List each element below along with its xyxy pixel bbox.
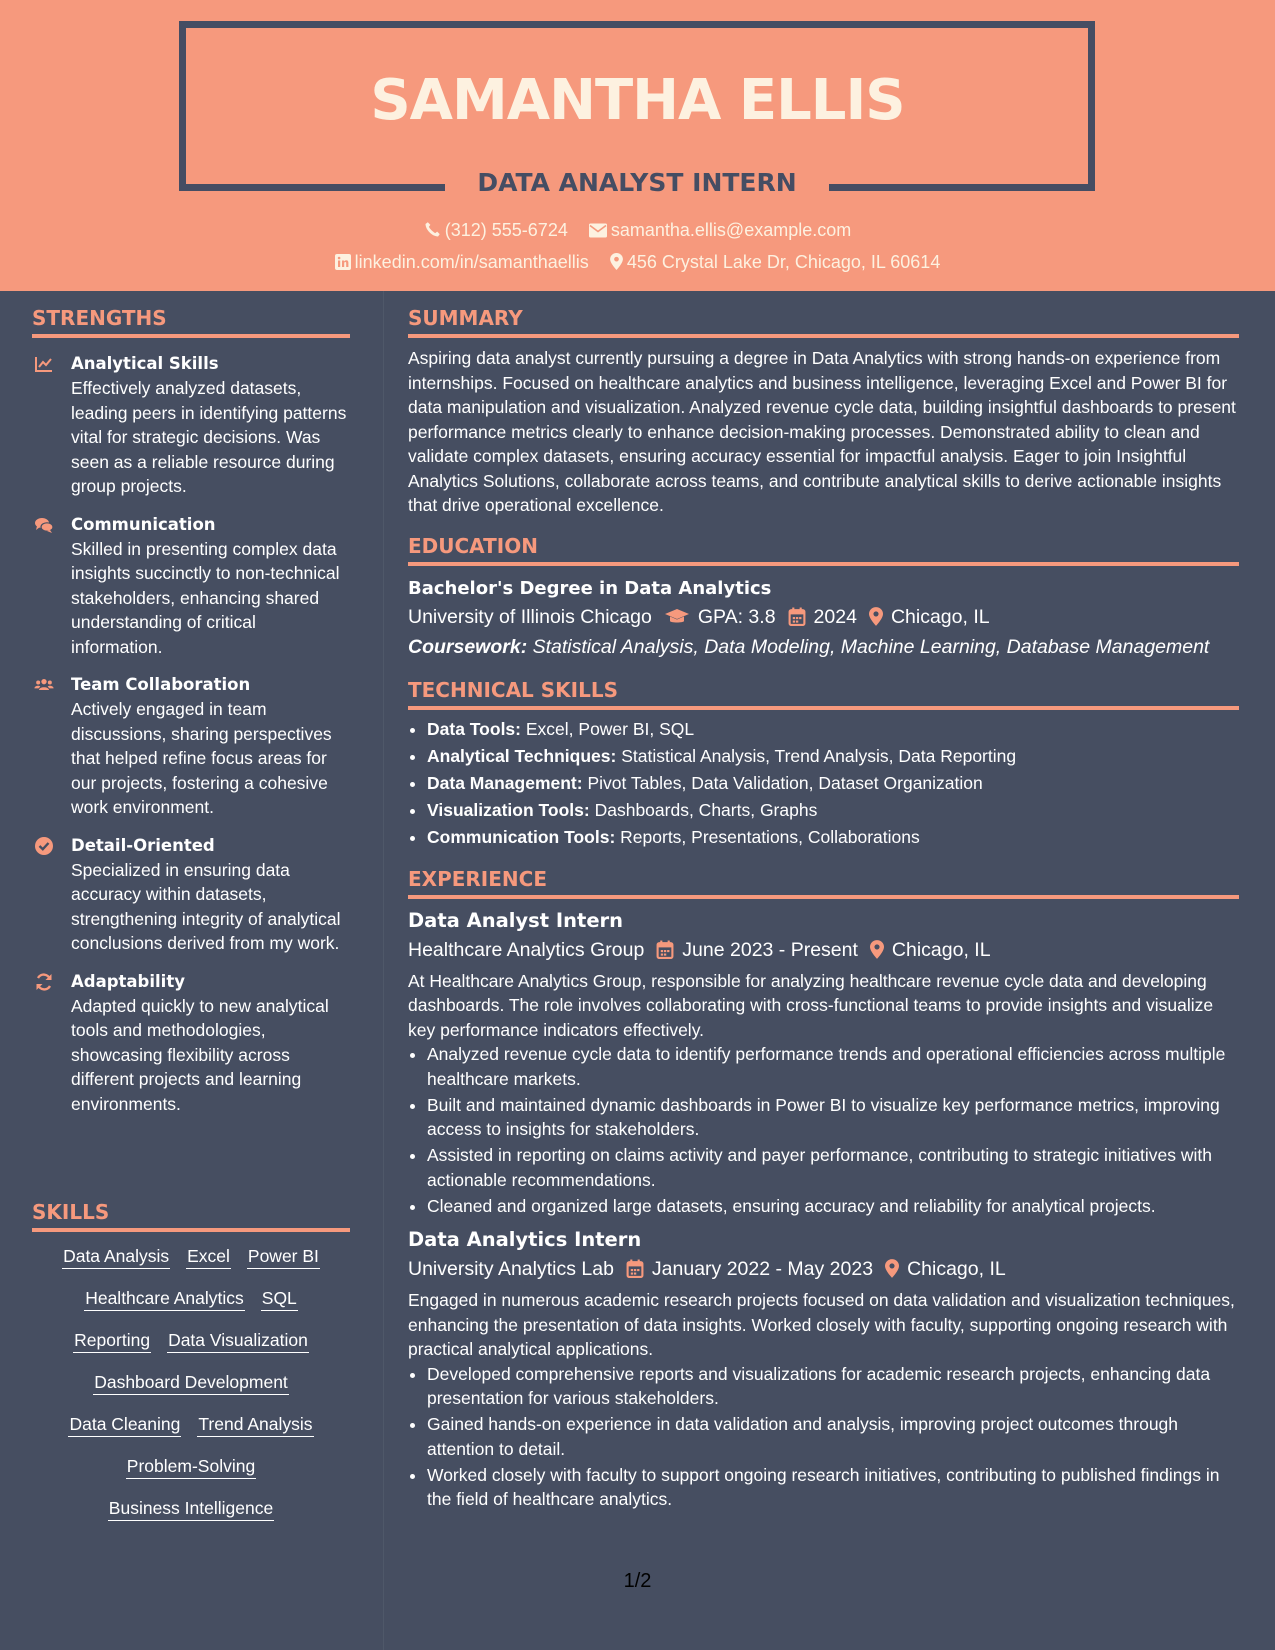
left-column bbox=[32, 306, 350, 1116]
technical-skills-section bbox=[408, 678, 1239, 851]
column-divider bbox=[383, 291, 384, 1650]
list-item: • Analyzed revenue cycle data to identify performance trends and operational efficiencies across multiple healthcare markets. bbox=[427, 1042, 1239, 1091]
resume-header bbox=[0, 0, 1275, 291]
linkedin-icon bbox=[335, 254, 351, 270]
skill-chip: Problem-Solving bbox=[126, 1454, 256, 1479]
email-contact[interactable] bbox=[589, 220, 851, 241]
strength-item bbox=[32, 513, 350, 660]
phone-text: (312) 555-6724 bbox=[444, 220, 568, 240]
skill-chip: Business Intelligence bbox=[108, 1496, 274, 1521]
skill-label: Communication Tools: bbox=[427, 826, 616, 847]
skill-chip: Reporting bbox=[73, 1328, 151, 1353]
calendar-icon bbox=[788, 607, 806, 626]
company-name: University Analytics Lab bbox=[408, 1258, 614, 1280]
education-heading: EDUCATION bbox=[408, 534, 1239, 566]
job-title: DATA ANALYST INTERN bbox=[445, 162, 829, 204]
list-item: • Built and maintained dynamic dashboards in Power BI to visualize key performance metrics, improving access to insights for stakeholders. bbox=[427, 1093, 1239, 1142]
skill-row bbox=[32, 1370, 350, 1395]
job-meta bbox=[408, 935, 1239, 965]
skill-label: Data Management: bbox=[427, 772, 583, 793]
graduation-year: 2024 bbox=[813, 605, 857, 628]
map-marker-icon bbox=[610, 253, 623, 270]
strength-desc: Effectively analyzed datasets, leading peers in identifying patterns vital for strategic decisions. Was seen as a reliable resource during group projects. bbox=[71, 378, 347, 496]
contact-row-2 bbox=[0, 252, 1275, 273]
map-marker-icon bbox=[869, 607, 883, 626]
skill-chip: Trend Analysis bbox=[197, 1412, 313, 1437]
calendar-icon bbox=[626, 1259, 644, 1278]
comments-icon bbox=[34, 515, 54, 535]
skill-value: Reports, Presentations, Collaborations bbox=[620, 826, 920, 847]
skills-chips bbox=[32, 1244, 350, 1521]
skill-row bbox=[32, 1496, 350, 1521]
strengths-heading: STRENGTHS bbox=[32, 306, 350, 338]
strength-desc: Adapted quickly to new analytical tools and methodologies, showcasing flexibility across different projects and learning environments. bbox=[71, 995, 329, 1114]
skill-value: Statistical Analysis, Trend Analysis, Data Reporting bbox=[621, 745, 1017, 766]
skill-row bbox=[32, 1328, 350, 1353]
gpa: GPA: 3.8 bbox=[697, 605, 776, 628]
strength-title: Analytical Skills bbox=[71, 354, 219, 373]
experience-section bbox=[408, 867, 1239, 1512]
skill-chip: Healthcare Analytics bbox=[84, 1286, 245, 1311]
list-item: • Cleaned and organized large datasets, ensuring accuracy and reliability for analytical projects. bbox=[427, 1194, 1239, 1219]
check-circle-icon bbox=[34, 836, 54, 856]
job-dates: June 2023 - Present bbox=[682, 938, 858, 961]
coursework-label: Coursework: bbox=[408, 635, 528, 658]
skill-row bbox=[32, 1454, 350, 1479]
graduation-cap-icon bbox=[664, 608, 690, 626]
list-item bbox=[427, 824, 1239, 851]
right-column bbox=[408, 306, 1239, 1513]
job-location: Chicago, IL bbox=[891, 938, 991, 961]
strength-item bbox=[32, 673, 350, 820]
skill-label: Visualization Tools: bbox=[427, 799, 590, 820]
list-item: • Developed comprehensive reports and visualizations for academic research projects, enhancing data presentation for various stakeholders. bbox=[427, 1362, 1239, 1411]
skill-chip: Data Cleaning bbox=[68, 1412, 181, 1437]
job-meta bbox=[408, 1254, 1239, 1284]
skill-chip: Power BI bbox=[247, 1244, 320, 1269]
calendar-icon bbox=[656, 940, 674, 959]
school-name: University of Illinois Chicago bbox=[408, 605, 652, 628]
phone-contact bbox=[424, 220, 568, 241]
address-contact bbox=[610, 252, 941, 273]
trend-chart-icon bbox=[34, 354, 54, 374]
linkedin-text: linkedin.com/in/samanthaellis bbox=[354, 252, 589, 272]
strength-desc: Actively engaged in team discussions, sharing perspectives that helped refine focus areas for our projects, fostering a cohesive work environment. bbox=[71, 699, 332, 817]
strength-item bbox=[32, 834, 350, 956]
skill-value: Pivot Tables, Data Validation, Dataset Organization bbox=[587, 772, 983, 793]
map-marker-icon bbox=[885, 1259, 899, 1278]
address-text: 456 Crystal Lake Dr, Chicago, IL 60614 bbox=[626, 252, 941, 272]
job-bullets bbox=[408, 1362, 1239, 1512]
strength-item bbox=[32, 970, 350, 1117]
list-item: • Worked closely with faculty to support ongoing research initiatives, contributing to published findings in the field of healthcare analytics. bbox=[427, 1463, 1239, 1512]
skill-chip: Dashboard Development bbox=[93, 1370, 289, 1395]
job-title: Data Analyst Intern bbox=[408, 908, 624, 932]
job-dates: January 2022 - May 2023 bbox=[651, 1258, 874, 1280]
users-icon bbox=[34, 675, 54, 695]
strength-title: Team Collaboration bbox=[71, 675, 251, 694]
coursework bbox=[408, 632, 1239, 662]
skill-chip: Data Visualization bbox=[167, 1328, 309, 1353]
skill-chip: Data Analysis bbox=[62, 1244, 170, 1269]
linkedin-contact[interactable] bbox=[335, 252, 589, 273]
coursework-list: Statistical Analysis, Data Modeling, Machine Learning, Database Management bbox=[532, 635, 1210, 658]
strength-item bbox=[32, 352, 350, 499]
candidate-name: SAMANTHA ELLIS bbox=[370, 68, 905, 133]
list-item: • Assisted in reporting on claims activity and payer performance, contributing to strategic initiatives with actionable recommendations. bbox=[427, 1143, 1239, 1192]
job-entry bbox=[408, 907, 1239, 1219]
degree-title: Bachelor's Degree in Data Analytics bbox=[408, 577, 772, 599]
list-item bbox=[427, 770, 1239, 797]
envelope-icon bbox=[589, 223, 607, 238]
strength-desc: Specialized in ensuring data accuracy within datasets, strengthening integrity of analytical conclusions derived from my work. bbox=[71, 859, 341, 953]
skill-label: Data Tools: bbox=[427, 718, 521, 739]
job-location: Chicago, IL bbox=[907, 1258, 1006, 1280]
experience-heading: EXPERIENCE bbox=[408, 867, 1239, 899]
list-item: • Gained hands-on experience in data validation and analysis, improving project outcomes through attention to detail. bbox=[427, 1412, 1239, 1461]
strength-title: Detail-Oriented bbox=[71, 835, 215, 855]
technical-skills-list bbox=[408, 716, 1239, 851]
list-item bbox=[427, 797, 1239, 824]
skill-value: Dashboards, Charts, Graphs bbox=[594, 799, 818, 820]
job-entry bbox=[408, 1226, 1239, 1512]
job-bullets bbox=[408, 1042, 1239, 1218]
skill-row bbox=[32, 1244, 350, 1269]
skill-chip: Excel bbox=[186, 1244, 231, 1269]
phone-icon bbox=[424, 221, 441, 238]
skill-row bbox=[32, 1286, 350, 1311]
education-section bbox=[408, 534, 1239, 662]
education-location: Chicago, IL bbox=[890, 605, 990, 628]
skills-section bbox=[32, 1200, 350, 1538]
strength-title: Communication bbox=[71, 514, 216, 534]
skills-heading: SKILLS bbox=[32, 1200, 350, 1232]
email-text: samantha.ellis@example.com bbox=[610, 220, 852, 240]
summary-heading: SUMMARY bbox=[408, 306, 1239, 338]
sync-icon bbox=[34, 972, 54, 992]
page-number: 1/2 bbox=[623, 1570, 652, 1592]
education-meta bbox=[408, 602, 1239, 632]
map-marker-icon bbox=[870, 940, 884, 959]
skill-row bbox=[32, 1412, 350, 1437]
technical-skills-heading: TECHNICAL SKILLS bbox=[408, 678, 1239, 710]
skill-label: Analytical Techniques: bbox=[427, 745, 617, 766]
skill-value: Excel, Power BI, SQL bbox=[525, 718, 695, 739]
job-title: Data Analytics Intern bbox=[408, 1228, 642, 1251]
strength-title: Adaptability bbox=[71, 971, 185, 991]
company-name: Healthcare Analytics Group bbox=[408, 938, 645, 961]
skill-chip: SQL bbox=[261, 1286, 298, 1311]
list-item bbox=[427, 743, 1239, 770]
contact-row-1 bbox=[0, 220, 1275, 241]
strength-desc: Skilled in presenting complex data insights succinctly to non-technical stakeholders, enhancing shared understanding of critical information. bbox=[71, 538, 340, 657]
summary-text: Aspiring data analyst currently pursuing a degree in Data Analytics with strong hands-on experience from internships. Focused on healthcare analytics and business intelligence, leveraging Excel and Power BI for data manipulation and visualization. Analyzed revenue cycle data, building insightful dashboards to present performance metrics clearly to enhance decision-making processes. Demonstrated ability to clean and validate complex datasets, ensuring accuracy essential for impactful analysis. Eager to join Insightful Analytics Solutions, collaborate across teams, and contribute analytical skills to derive actionable insights that drive operational excellence. bbox=[408, 348, 1236, 515]
job-description: At Healthcare Analytics Group, responsible for analyzing healthcare revenue cycle data and developing dashboards. The role involves collaborating with cross-functional teams to provide insights and visualize key performance indicators effectively. bbox=[408, 970, 1214, 1040]
list-item bbox=[427, 716, 1239, 743]
job-description: Engaged in numerous academic research projects focused on data validation and visualization techniques, enhancing the presentation of data insights. Worked closely with faculty, supporting ongoing research with practical analytical applications. bbox=[408, 1290, 1235, 1359]
